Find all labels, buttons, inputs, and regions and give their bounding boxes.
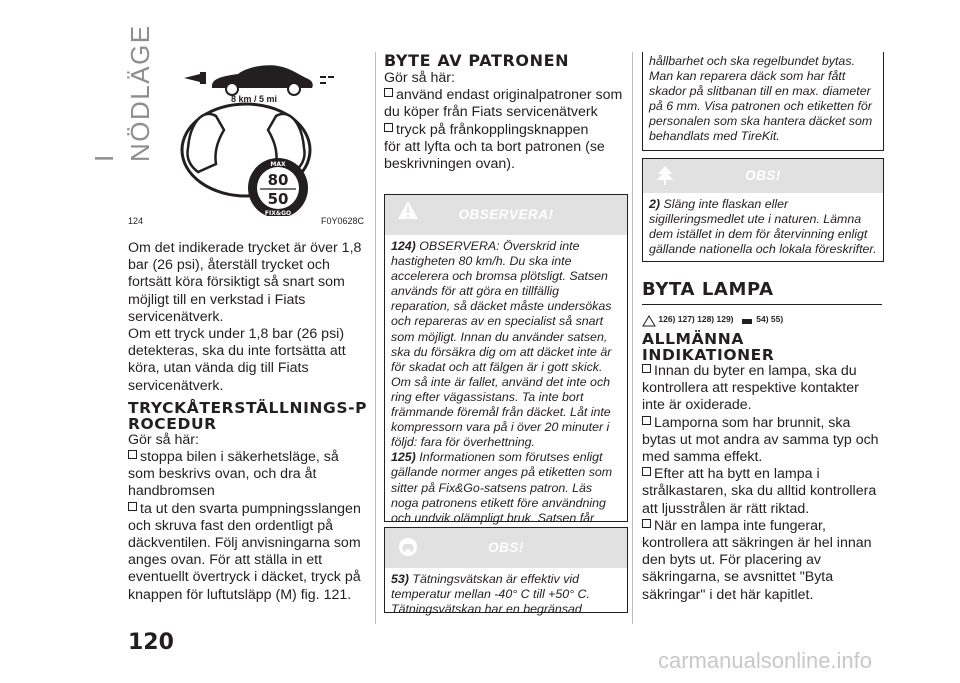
watermark: carmanualsonline.info <box>658 648 873 673</box>
car-icon <box>184 65 334 95</box>
section-heading: BYTA LAMPA <box>642 279 774 300</box>
section-heading: TRYCKÅTERSTÄLLNINGS-PROCEDUR <box>128 398 368 433</box>
note-title: OBS! <box>745 168 781 183</box>
note-ref: 2) <box>649 197 661 211</box>
warning-text: Informationen som förutses enligt gällande normer anges på etiketten som sitter på Fix&Go-satsens patron. Läs noga patronens etikett före användning och undvik olämpligt bruk. Satsen får <box>391 450 613 525</box>
warning-ref: 125) <box>391 450 416 465</box>
section-heading: BYTE AV PATRONEN <box>384 51 570 70</box>
bullet-icon <box>128 450 137 459</box>
bullet-icon <box>642 364 651 373</box>
bullet-icon <box>642 467 651 476</box>
note-box-header <box>385 528 627 568</box>
column-divider <box>632 52 633 624</box>
warning-small-icon <box>642 315 656 325</box>
reference-row <box>642 311 882 327</box>
note-box-header <box>643 159 883 193</box>
section-side-title: I NÖDLÄGE <box>89 24 155 162</box>
left-column-text <box>128 240 368 604</box>
list-item: När en lampa inte fungerar, kontrollera att säkringen är hel innan den byts ut. För placering av säkringarna, se avsnittet "Byta säkringar" i det här kapitlet. <box>642 517 872 603</box>
bullet-icon <box>128 502 137 511</box>
paragraph: för att lyfta och ta bort patronen (se beskrivningen ovan). <box>384 138 605 173</box>
paragraph: Om det indikerade trycket är över 1,8 bar (26 psi), återställ trycket och fortsätt köra försiktigt så snart som möjligt till en verkstad i Fiats servicenätverk. <box>128 240 362 325</box>
bullet-icon <box>642 416 651 425</box>
figure-code: F0Y0628C <box>320 216 364 226</box>
svg-text:FIX&GO: FIX&GO <box>264 210 292 216</box>
heading-rule <box>642 304 882 305</box>
figure-124 <box>128 52 364 216</box>
middle-column-text <box>384 52 626 173</box>
list-item: Efter att ha bytt en lampa i strålkastaren, ska du alltid kontrollera att ljusstrålen är rätt riktad. <box>642 466 877 517</box>
sub-heading: ALLMÄNNA INDIKATIONER <box>642 330 775 364</box>
warning-box <box>384 194 628 525</box>
note-title: OBS! <box>488 540 524 555</box>
note-box <box>384 527 628 617</box>
intro-text: Gör så här: <box>128 431 199 448</box>
bullet-icon <box>384 123 393 132</box>
note-body <box>385 568 627 623</box>
bullet-icon <box>642 519 651 528</box>
list-item: Innan du byter en lampa, ska du kontrollera att respektive kontakter inte är oxiderade. <box>642 363 859 414</box>
note-text: Tätningsvätskan är effektiv vid temperatur mellan -40° C till +50° C. Tätningsvätskan har en begränsad <box>391 572 590 617</box>
svg-text:80: 80 <box>267 171 289 189</box>
figure-number: 124 <box>128 216 144 226</box>
note-text: Släng inte flaskan eller sigilleringsmedlet ute i naturen. Lämna dem istället in dem för återvinning enligt gällande nationella och lokala föreskrifter. <box>649 197 877 257</box>
right-column-text <box>642 280 882 604</box>
pressure-gauge-icon <box>248 158 308 216</box>
warning-refs: 126) 127) 128) 129) <box>658 314 734 324</box>
warning-ref: 124) <box>391 239 416 253</box>
list-item: använd endast originalpatroner som du köper från Fiats servicenätverk <box>384 87 623 121</box>
list-item: Lamporna som har brunnit, ska bytas ut mot andra av samma typ och med samma effekt. <box>642 414 879 466</box>
note-ref: 53) <box>391 572 409 586</box>
list-item: tryck på frånkopplingsknappen <box>384 122 626 139</box>
warning-box-header <box>385 195 627 235</box>
intro-text: Gör så här: <box>384 70 455 86</box>
note-continuation-text: hållbarhet och ska regelbundet bytas. Man kan reparera däck som har fått skador på slitbanan till en max. diameter på 6 mm. Visa patronen och etiketten för personalen som ska hantera däcket som behandlats med TireKit. <box>649 54 873 144</box>
speed-label: 8 km / 5 mi <box>230 94 278 104</box>
page-number: 120 <box>128 630 174 655</box>
list-item: ta ut den svarta pumpningsslangen och skruva fast den ordentligt på däckventilen. Följ anvisningarna som anges ovan. För att ställa in ett eventuellt övertryck i däcket, tryck på knappen för luftutsläpp (M) fig. 121. <box>128 500 361 603</box>
warning-title: OBSERVERA! <box>458 207 554 222</box>
car-small-icon <box>740 315 754 325</box>
svg-text:MAX: MAX <box>270 161 286 168</box>
bullet-icon <box>384 88 393 97</box>
note-refs: 54) 55) <box>756 314 784 324</box>
svg-text:50: 50 <box>267 190 289 208</box>
warning-body <box>385 235 627 562</box>
note-continuation-box <box>642 52 884 151</box>
paragraph: Om ett tryck under 1,8 bar (26 psi) detekteras, ska du inte fortsätta att köra, utan vända dig till Fiats servicenätverk. <box>128 326 346 394</box>
environment-note-box <box>642 158 884 262</box>
warning-text: OBSERVERA: Överskrid inte hastigheten 80 km/h. Du ska inte accelerera och bromsa plötsligt. Satsen används för att göra en tillfällig reparation, så däcket måste undersökas och repareras av en specialist så snart som möjligt. Innan du använder satsen, ska du försäkra dig om att däcket inte är för skadat och att fälgen är i gott skick. Om så inte är fallet, använd det inte och ring efter vägassistans. Ta inte bort främmande föremål från däcket. Låt inte kompressorn vara på i över 20 minuter i följd: fara för överhettning. <box>391 239 612 450</box>
column-divider <box>375 52 376 624</box>
note-body <box>643 193 883 263</box>
list-item: stoppa bilen i säkerhetsläge, så som beskrivs ovan, och dra åt handbromsen <box>128 449 339 500</box>
